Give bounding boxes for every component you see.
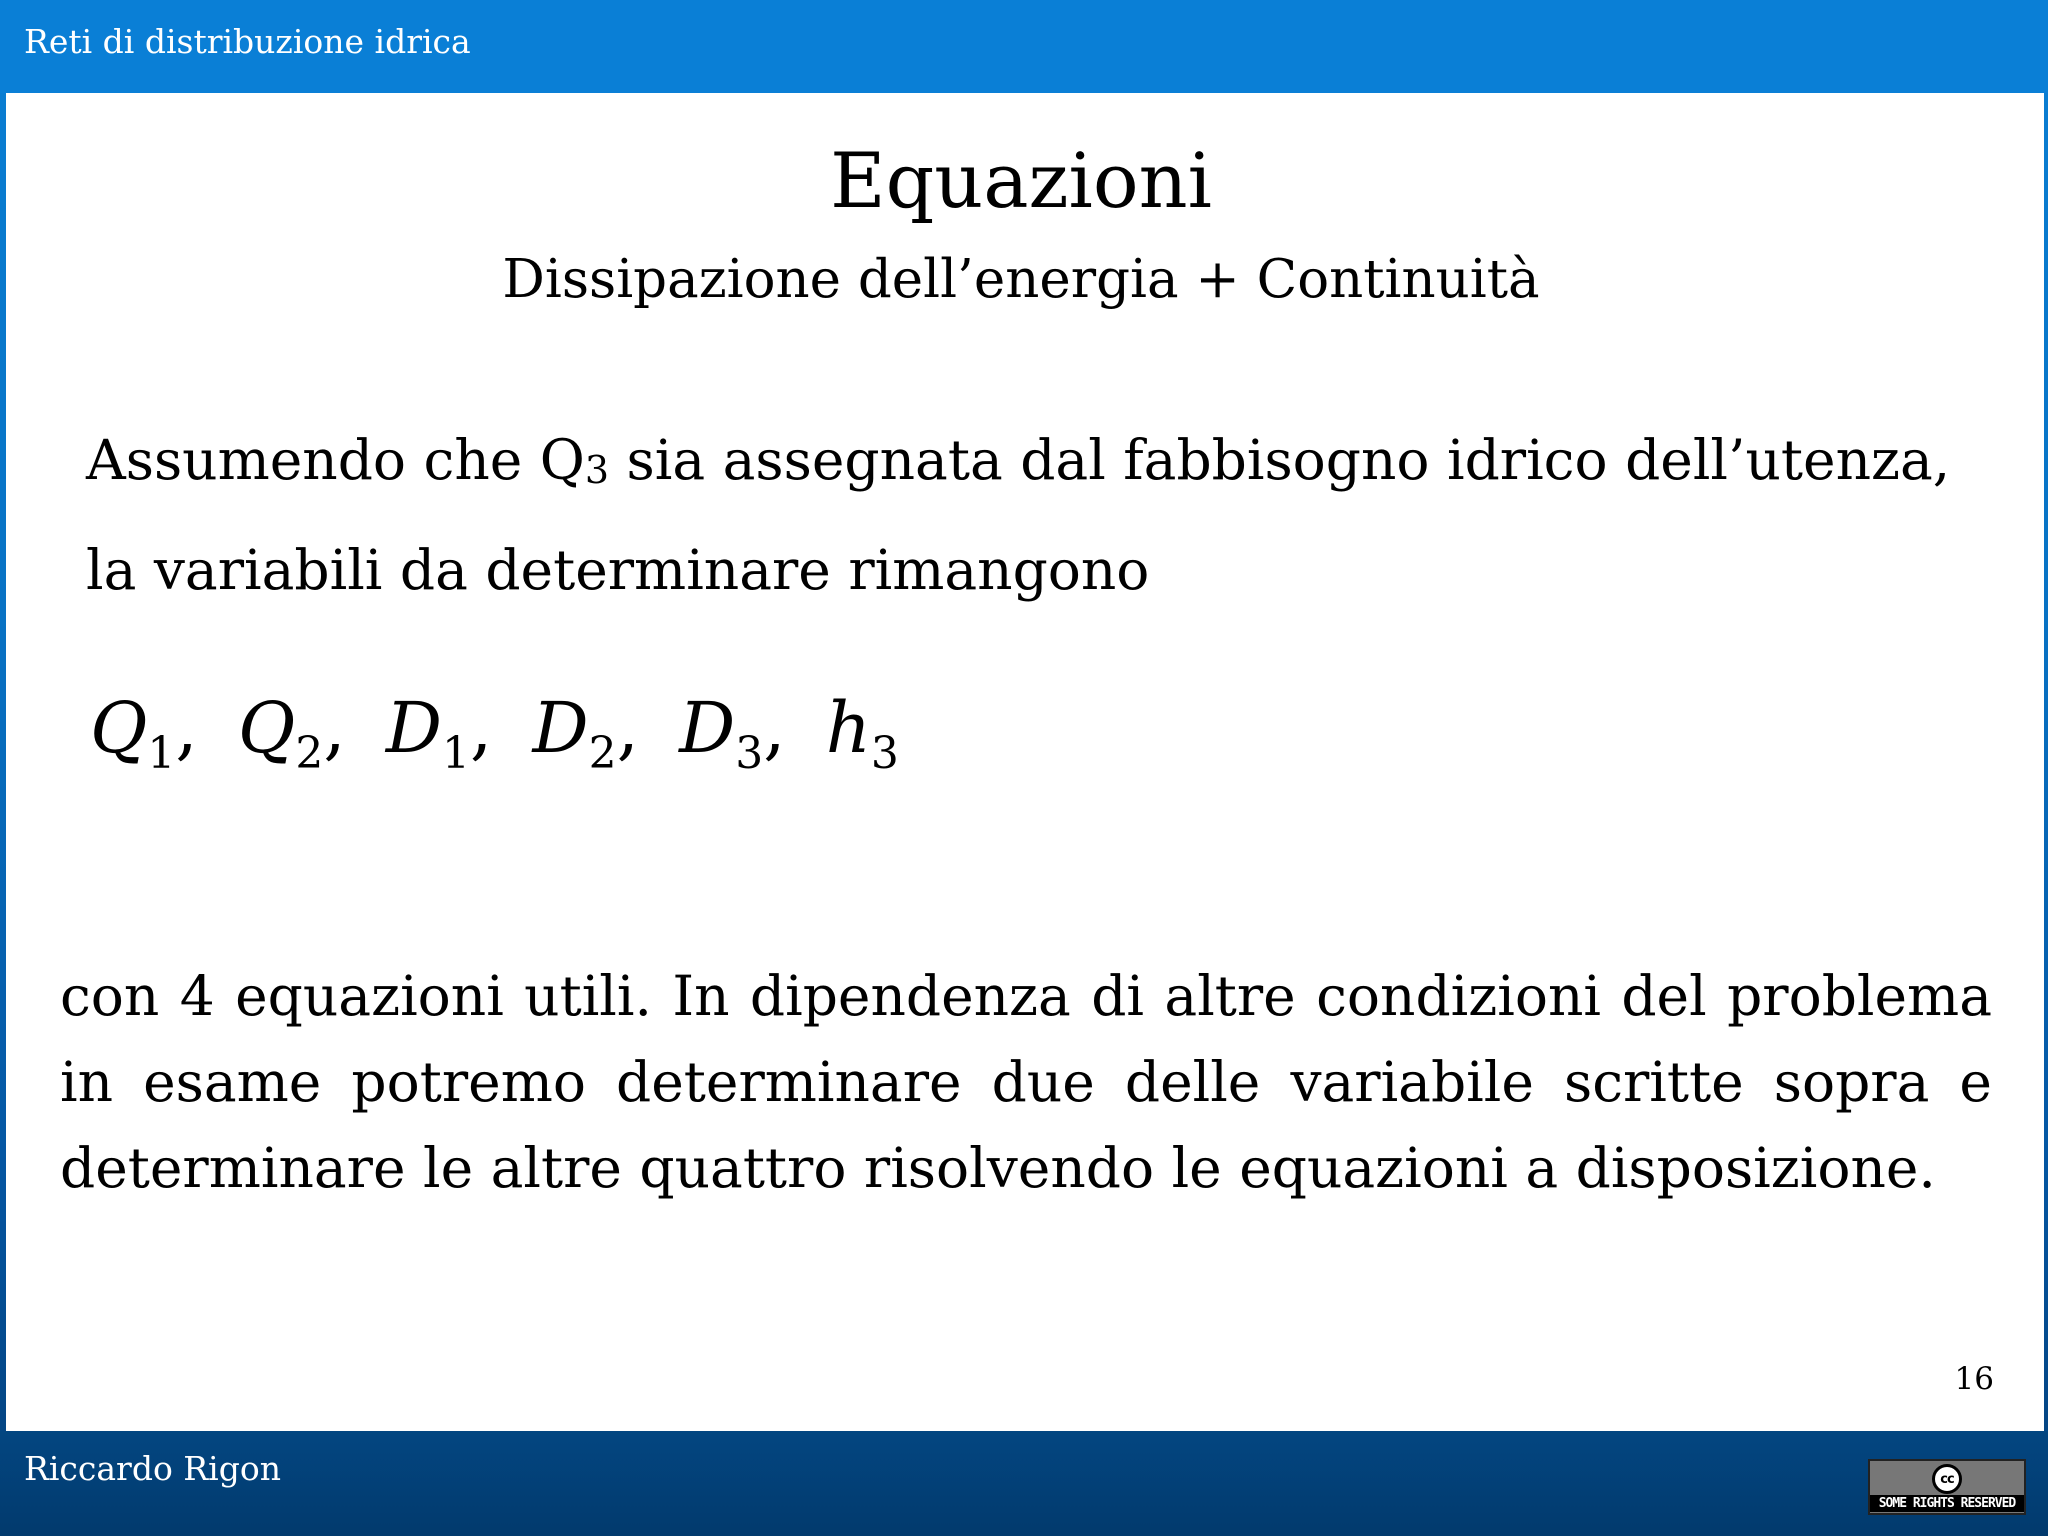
- header-bar: [0, 0, 2048, 93]
- slide-content: [6, 93, 2044, 1431]
- variable-term: $D_1$,: [385, 687, 493, 779]
- footer-bar: [0, 1431, 2048, 1536]
- page-number: 16: [1954, 1361, 1994, 1397]
- variable-term: $Q_2$,: [237, 687, 346, 779]
- variables-formula: [90, 687, 899, 779]
- license-text: SOME RIGHTS RESERVED: [1870, 1495, 2024, 1512]
- variable-term: $D_3$,: [679, 687, 786, 779]
- variable-term: $Q_1$,: [90, 687, 198, 779]
- author-name: Riccardo Rigon: [24, 1449, 281, 1488]
- slide-title: Equazioni: [830, 136, 1212, 225]
- intro-line2: la variabili da determinare rimangono: [86, 538, 1150, 602]
- variable-term: $h_3$: [825, 687, 899, 779]
- course-title: Reti di distribuzione idrica: [24, 22, 471, 61]
- license-badge[interactable]: [1868, 1459, 2026, 1515]
- slide-subtitle: Dissipazione dell’energia + Continuità: [502, 249, 1540, 310]
- variable-term: $D_2$,: [532, 687, 639, 779]
- body-paragraph: con 4 equazioni utili. In dipendenza di altre condizioni del problema in esame potremo determinare due delle variabile scritte sopra e determinare le altre quattro risolvendo le equazioni a disposizione.: [60, 964, 1992, 1200]
- intro-text: [86, 428, 1951, 602]
- creative-commons-icon: cc: [1932, 1464, 1962, 1494]
- intro-line1: Assumendo che $Q_3$ sia assegnata dal fabbisogno idrico dell’utenza,: [86, 428, 1951, 492]
